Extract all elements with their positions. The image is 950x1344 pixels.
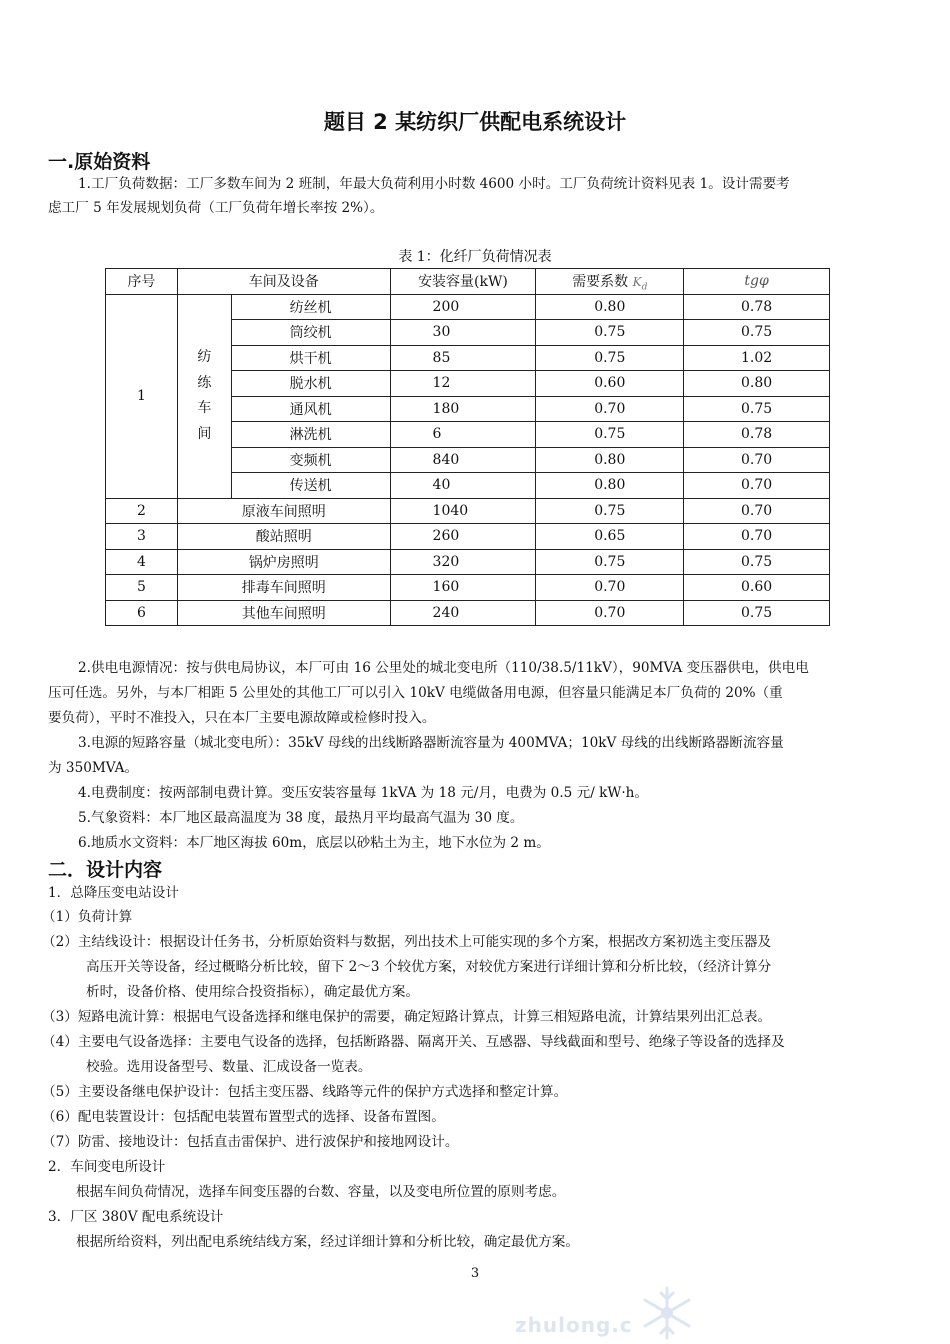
group-no: 1 bbox=[106, 294, 178, 498]
tg-cell: 0.70 bbox=[684, 447, 830, 473]
tg-cell: 0.78 bbox=[684, 422, 830, 448]
header-kd-label: 需要系数 bbox=[572, 273, 629, 290]
header-no: 序号 bbox=[106, 269, 178, 295]
device-name: 排毒车间照明 bbox=[177, 575, 390, 601]
item-3-heading: 3．厂区 380V 配电系统设计 bbox=[48, 1209, 224, 1225]
section-1-heading: 一.原始资料 bbox=[48, 151, 151, 173]
paragraph-1-line-1: 1.工厂负荷数据：工厂多数车间为 2 班制，年最大负荷利用小时数 4600 小时。工厂负荷统计资料见表 1。设计需要考 bbox=[78, 176, 790, 192]
kd-cell: 0.70 bbox=[536, 396, 684, 422]
row-no: 3 bbox=[106, 524, 178, 550]
item-2-text: 根据车间负荷情况，选择车间变压器的台数、容量，以及变电所位置的原则考虑。 bbox=[76, 1184, 566, 1200]
tg-cell: 0.78 bbox=[684, 294, 830, 320]
paragraph-5: 5.气象资料：本厂地区最高温度为 38 度，最热月平均最高气温为 30 度。 bbox=[78, 810, 524, 826]
tg-cell: 0.60 bbox=[684, 575, 830, 601]
table-row bbox=[106, 600, 830, 626]
tg-cell: 0.70 bbox=[684, 524, 830, 550]
row-no: 2 bbox=[106, 498, 178, 524]
capacity-cell: 1040 bbox=[390, 498, 536, 524]
header-tg: tgφ bbox=[684, 269, 830, 295]
capacity-cell: 160 bbox=[390, 575, 536, 601]
capacity-cell: 85 bbox=[390, 345, 536, 371]
kd-cell: 0.65 bbox=[536, 524, 684, 550]
item-2-heading: 2．车间变电所设计 bbox=[48, 1159, 166, 1175]
paragraph-1-line-2: 虑工厂 5 年发展规划负荷（工厂负荷年增长率按 2%）。 bbox=[48, 200, 384, 216]
subitem-1: （1）负荷计算 bbox=[42, 909, 133, 925]
watermark-text: zhulong.c bbox=[515, 1313, 633, 1337]
capacity-cell: 40 bbox=[390, 473, 536, 499]
tg-cell: 0.75 bbox=[684, 320, 830, 346]
device-name: 脱水机 bbox=[231, 371, 390, 397]
kd-cell: 0.75 bbox=[536, 345, 684, 371]
header-kd bbox=[536, 269, 684, 295]
subitem-7: （7）防雷、接地设计：包括直击雷保护、进行波保护和接地网设计。 bbox=[42, 1134, 459, 1150]
subitem-4-line-1: （4）主要电气设备选择：主要电气设备的选择，包括断路器、隔离开关、互感器、导线截面和型号、绝缘子等设备的选择及 bbox=[42, 1034, 785, 1050]
kd-cell: 0.75 bbox=[536, 549, 684, 575]
row-no: 4 bbox=[106, 549, 178, 575]
paragraph-4: 4.电费制度：按两部制电费计算。变压安装容量每 1kVA 为 18 元/月，电费为 0.5 元/ kW·h。 bbox=[78, 785, 648, 801]
kd-cell: 0.80 bbox=[536, 473, 684, 499]
capacity-cell: 840 bbox=[390, 447, 536, 473]
capacity-cell: 12 bbox=[390, 371, 536, 397]
kd-cell: 0.75 bbox=[536, 422, 684, 448]
kd-cell: 0.80 bbox=[536, 447, 684, 473]
device-name: 酸站照明 bbox=[177, 524, 390, 550]
capacity-cell: 180 bbox=[390, 396, 536, 422]
device-name: 通风机 bbox=[231, 396, 390, 422]
tg-cell: 0.80 bbox=[684, 371, 830, 397]
kd-symbol: $K_d$ bbox=[632, 274, 648, 292]
header-device: 车间及设备 bbox=[177, 269, 390, 295]
page-number: 3 bbox=[470, 1266, 480, 1281]
subitem-2-line-1: （2）主结线设计：根据设计任务书，分析原始资料与数据，列出技术上可能实现的多个方案，根据改方案初选主变压器及 bbox=[42, 934, 772, 950]
tg-cell: 0.75 bbox=[684, 600, 830, 626]
paragraph-3-line-2: 为 350MVA。 bbox=[48, 760, 139, 776]
paragraph-6: 6.地质水文资料：本厂地区海拔 60m，底层以砂粘土为主，地下水位为 2 m。 bbox=[78, 835, 550, 851]
header-capacity: 安装容量(kW) bbox=[390, 269, 536, 295]
table-header-row bbox=[106, 269, 830, 295]
kd-cell: 0.75 bbox=[536, 498, 684, 524]
paragraph-2-line-3: 要负荷），平时不准投入，只在本厂主要电源故障或检修时投入。 bbox=[48, 710, 436, 726]
item-1-heading: 1．总降压变电站设计 bbox=[48, 885, 179, 901]
device-name: 筒绞机 bbox=[231, 320, 390, 346]
group-workshop: 纺 练 车 间 bbox=[177, 294, 231, 498]
tg-cell: 0.75 bbox=[684, 396, 830, 422]
subitem-2-line-2: 高压开关等设备，经过概略分析比较，留下 2～3 个较优方案，对较优方案进行详细计算和分析比较，（经济计算分 bbox=[86, 959, 772, 975]
table-row bbox=[106, 549, 830, 575]
table-row bbox=[106, 294, 830, 320]
section-2-heading: 二．设计内容 bbox=[48, 859, 163, 881]
kd-cell: 0.80 bbox=[536, 294, 684, 320]
subitem-2-line-3: 析时，设备价格、使用综合投资指标），确定最优方案。 bbox=[86, 984, 420, 1000]
load-table bbox=[105, 268, 830, 626]
device-name: 传送机 bbox=[231, 473, 390, 499]
table-row bbox=[106, 575, 830, 601]
kd-cell: 0.75 bbox=[536, 320, 684, 346]
snowflake-watermark-icon bbox=[636, 1282, 698, 1344]
tg-cell: 0.70 bbox=[684, 498, 830, 524]
tg-cell: 1.02 bbox=[684, 345, 830, 371]
row-no: 5 bbox=[106, 575, 178, 601]
device-name: 锅炉房照明 bbox=[177, 549, 390, 575]
device-name: 烘干机 bbox=[231, 345, 390, 371]
tg-cell: 0.75 bbox=[684, 549, 830, 575]
paragraph-3-line-1: 3.电源的短路容量（城北变电所）：35kV 母线的出线断路器断流容量为 400MVA；10kV 母线的出线断路器断流容量 bbox=[78, 735, 784, 751]
table-row bbox=[106, 524, 830, 550]
device-name: 淋洗机 bbox=[231, 422, 390, 448]
capacity-cell: 240 bbox=[390, 600, 536, 626]
capacity-cell: 30 bbox=[390, 320, 536, 346]
device-name: 纺丝机 bbox=[231, 294, 390, 320]
device-name: 原液车间照明 bbox=[177, 498, 390, 524]
capacity-cell: 320 bbox=[390, 549, 536, 575]
device-name: 变频机 bbox=[231, 447, 390, 473]
subitem-6: （6）配电装置设计：包括配电装置布置型式的选择、设备布置图。 bbox=[42, 1109, 445, 1125]
row-no: 6 bbox=[106, 600, 178, 626]
paragraph-2-line-2: 压可任选。另外，与本厂相距 5 公里处的其他工厂可以引入 10kV 电缆做备用电源，但容量只能满足本厂负荷的 20%（重 bbox=[48, 685, 783, 701]
item-3-text: 根据所给资料，列出配电系统结线方案，经过详细计算和分析比较，确定最优方案。 bbox=[76, 1234, 579, 1250]
subitem-4-line-2: 校验。选用设备型号、数量、汇成设备一览表。 bbox=[86, 1059, 372, 1075]
capacity-cell: 260 bbox=[390, 524, 536, 550]
device-name: 其他车间照明 bbox=[177, 600, 390, 626]
capacity-cell: 6 bbox=[390, 422, 536, 448]
subitem-5: （5）主要设备继电保护设计：包括主变压器、线路等元件的保护方式选择和整定计算。 bbox=[42, 1084, 568, 1100]
kd-cell: 0.70 bbox=[536, 575, 684, 601]
subitem-3: （3）短路电流计算：根据电气设备选择和继电保护的需要，确定短路计算点，计算三相短路电流，计算结果列出汇总表。 bbox=[42, 1009, 772, 1025]
capacity-cell: 200 bbox=[390, 294, 536, 320]
document-title: 题目 2 某纺织厂供配电系统设计 bbox=[323, 110, 627, 134]
paragraph-2-line-1: 2.供电电源情况：按与供电局协议，本厂可由 16 公里处的城北变电所（110/38.5/11kV），90MVA 变压器供电，供电电 bbox=[78, 660, 809, 676]
table-caption: 表 1：化纤厂负荷情况表 bbox=[398, 249, 552, 265]
kd-cell: 0.70 bbox=[536, 600, 684, 626]
tg-cell: 0.70 bbox=[684, 473, 830, 499]
kd-cell: 0.60 bbox=[536, 371, 684, 397]
table-row bbox=[106, 498, 830, 524]
